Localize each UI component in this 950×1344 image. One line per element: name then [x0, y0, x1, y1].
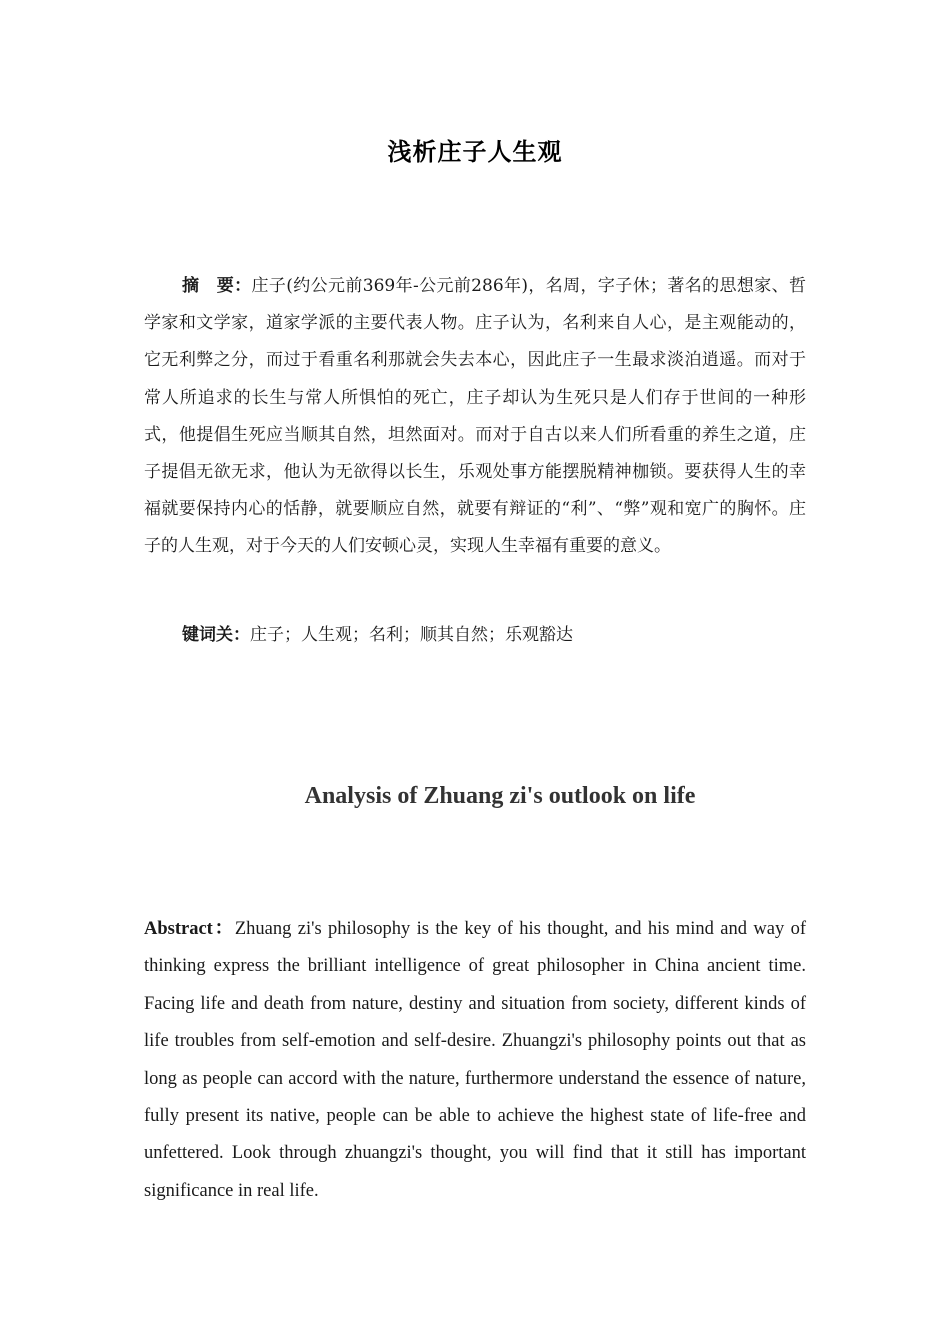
chinese-abstract-text: 庄子(约公元前369年-公元前286年)，名周，字子休；著名的思想家、哲学家和文学家，道家学派的主要代表人物。庄子认为，名利来自人心，是主观能动的，它无利弊之分，而过于看重名利那就会失去本心，因此庄子一生最求淡泊逍遥。而对于常人所追求的长生与常人所惧怕的死亡，庄子却认为生死只是人们存于世间的一种形式，他提倡生死应当顺其自然，坦然面对。而对于自古以来人们所看重的养生之道，庄子提倡无欲无求，他认为无欲得以长生，乐观处事方能摆脱精神枷锁。要获得人生的幸福就要保持内心的恬静，就要顺应自然，就要有辩证的“利”、“弊”观和宽广的胸怀。庄子的人生观，对于今天的人们安顿心灵，实现人生幸福有重要的意义。: [144, 276, 807, 557]
english-title: Analysis of Zhuang zi's outlook on life: [304, 783, 696, 809]
chinese-abstract-label: 摘 要：: [182, 276, 252, 296]
chinese-abstract: [144, 268, 806, 566]
chinese-keywords: [182, 617, 806, 654]
english-abstract-label: Abstract：: [144, 919, 235, 939]
chinese-keywords-text: 庄子；人生观；名利；顺其自然；乐观豁达: [250, 625, 573, 645]
english-abstract-text: Zhuang zi's philosophy is the key of his thought, and his mind and way of thinking express the brilliant intelligence of great philosopher in China ancient time. Facing life and death from nature, destiny and situation from society, different kinds of life troubles from self-emotion and self-desire. Zhuangzi's philosophy points out that as long as people can accord with the nature, furthermore understand the essence of nature, fully present its native, people can be able to achieve the highest state of life-free and unfettered. Look through zhuangzi's thought, you will find that it still has important significance in real life.: [144, 919, 806, 1201]
english-abstract: [144, 911, 806, 1210]
chinese-title: 浅析庄子人生观: [387, 138, 563, 166]
chinese-keywords-label: 键词关：: [182, 625, 250, 645]
